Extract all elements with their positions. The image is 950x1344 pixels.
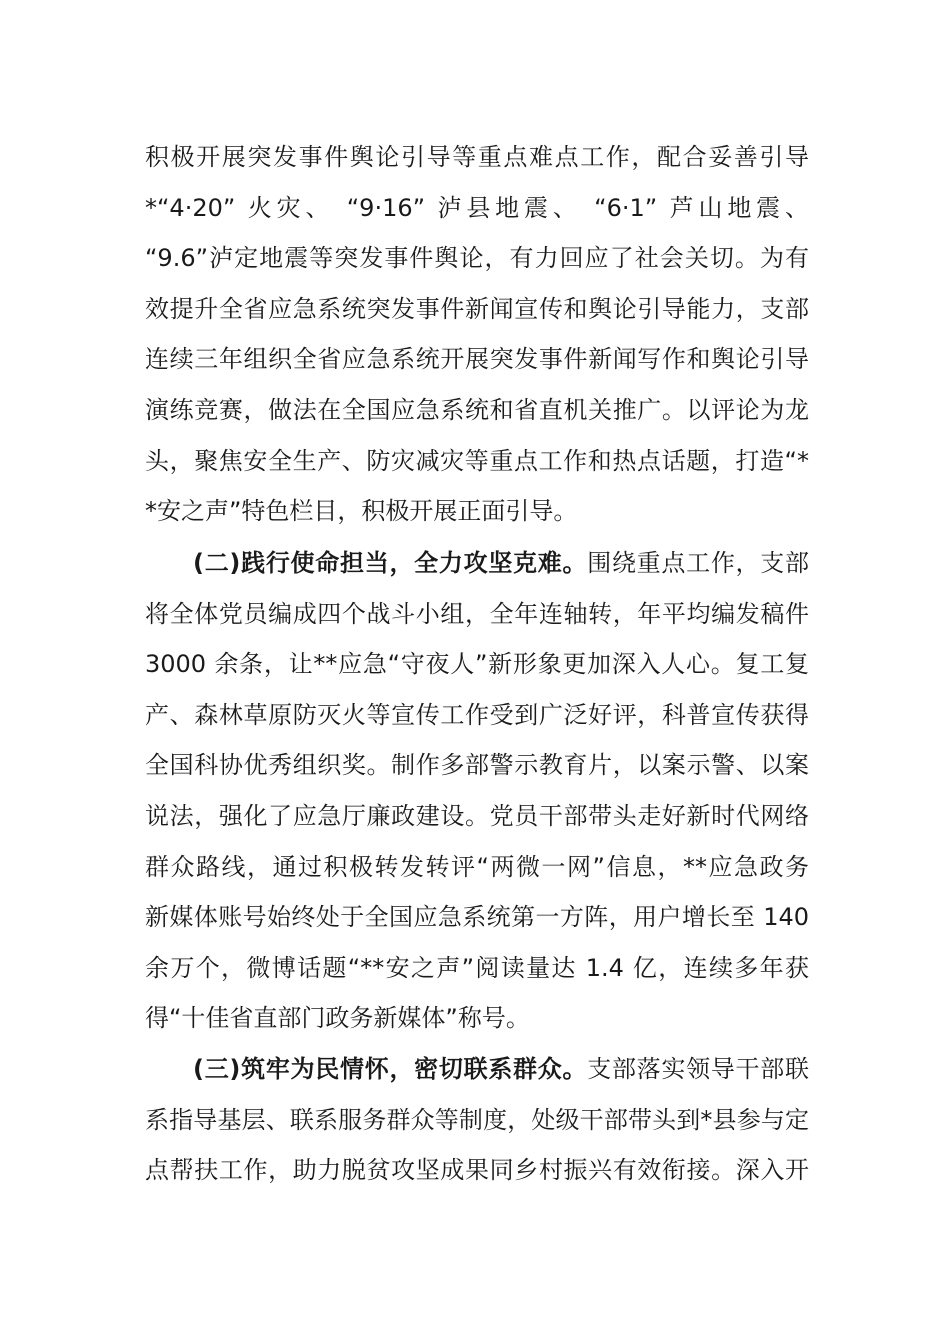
paragraph-first-line bbox=[145, 538, 809, 589]
text-line: 头，聚焦安全生产、防灾减灾等重点工作和热点话题，打造“* bbox=[145, 446, 809, 475]
paragraph-public-opinion bbox=[145, 132, 809, 537]
text-line: 新媒体账号始终处于全国应急系统第一方阵，用户增长至 140 bbox=[145, 903, 809, 932]
text-line: 3000 余条，让**应急“守夜人”新形象更加深入人心。复工复 bbox=[145, 650, 809, 679]
text-line: 点帮扶工作，助力脱贫攻坚成果同乡村振兴有效衔接。深入开 bbox=[145, 1156, 809, 1185]
text-line: 系指导基层、联系服务群众等制度，处级干部带头到*县参与定 bbox=[145, 1105, 809, 1134]
paragraph-first-line bbox=[145, 1044, 809, 1095]
text-line: 产、森林草原防灭火等宣传工作受到广泛好评，科普宣传获得 bbox=[145, 700, 809, 729]
paragraph-masses bbox=[145, 1044, 809, 1196]
text-line: 将全体党员编成四个战斗小组，全年连轴转，年平均编发稿件 bbox=[145, 599, 809, 628]
text-line: 得“十佳省直部门政务新媒体”称号。 bbox=[145, 1004, 530, 1033]
text-line: 余万个，微博话题“**安之声”阅读量达 1.4 亿，连续多年获 bbox=[145, 953, 809, 982]
section-heading: (二)践行使命担当，全力攻坚克难。 bbox=[193, 549, 588, 577]
text-line: 演练竞赛，做法在全国应急系统和省直机关推广。以评论为龙 bbox=[145, 395, 809, 424]
paragraph-mission bbox=[145, 538, 809, 1044]
text-line: “9.6”泸定地震等突发事件舆论，有力回应了社会关切。为有 bbox=[145, 244, 809, 273]
text-line: *“4·20” 火灾、 “9·16” 泸县地震、 “6·1” 芦山地震、 bbox=[145, 193, 809, 222]
section-heading: (三)筑牢为民情怀，密切联系群众。 bbox=[193, 1055, 588, 1083]
text-line: 连续三年组织全省应急系统开展突发事件新闻写作和舆论引导 bbox=[145, 345, 809, 374]
text-line: 效提升全省应急系统突发事件新闻宣传和舆论引导能力，支部 bbox=[145, 294, 809, 323]
text-line: *安之声”特色栏目，积极开展正面引导。 bbox=[145, 497, 578, 526]
text-run: 支部落实领导干部联 bbox=[587, 1055, 809, 1083]
text-line: 积极开展突发事件舆论引导等重点难点工作，配合妥善引导 bbox=[145, 143, 809, 171]
text-line: 说法，强化了应急厅廉政建设。党员干部带头走好新时代网络 bbox=[145, 801, 809, 830]
text-line: 群众路线，通过积极转发转评“两微一网”信息，**应急政务 bbox=[145, 852, 809, 881]
text-run: 围绕重点工作，支部 bbox=[587, 549, 809, 577]
text-line: 全国科协优秀组织奖。制作多部警示教育片，以案示警、以案 bbox=[145, 751, 809, 780]
